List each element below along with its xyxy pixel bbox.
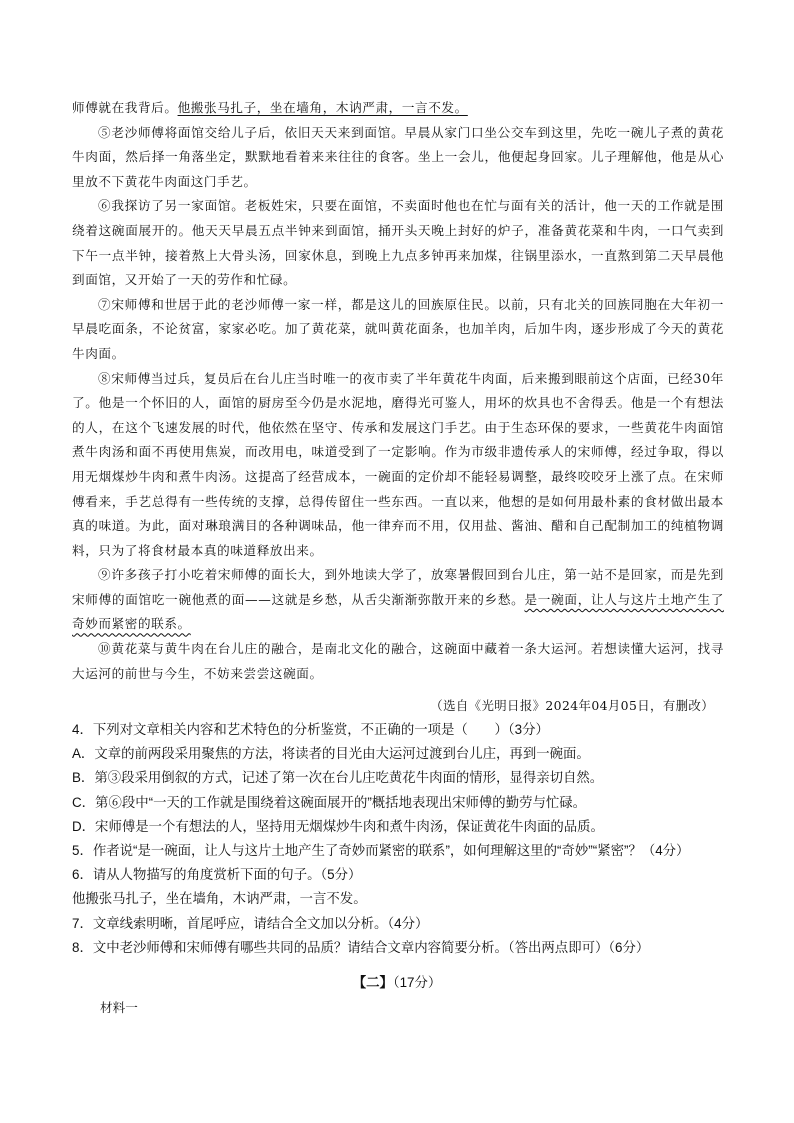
source-citation: （选自《光明日报》2024年04月05日，有删改） <box>430 698 714 713</box>
paragraph-7: ⑦宋师傅和世居于此的老沙师傅一家一样，都是这儿的回族原住民。以前，只有北关的回族同胞在大年初一早晨吃面条，不论贫富，家家必吃。加了黄花菜，就叫黄花面条，也加羊肉，后加牛肉，逐步形成了今天的黄花牛肉面。 <box>72 296 724 361</box>
paragraph-8: ⑧宋师傅当过兵，复员后在台儿庄当时唯一的夜市卖了半年黄花牛肉面，后来搬到眼前这个店面，已经30年了。他是一个怀旧的人，面馆的厨房至今仍是水泥地，磨得光可鉴人，用坏的炊具也不舍得丢。他是一个有想法的人，在这个飞速发展的时代，他依然在坚守、传承和发展这门手艺。由于生态环保的要求，一些黄花牛肉面馆煮牛肉汤和面不再使用焦炭，而改用电，味道受到了一定影响。作为市级非遗传承人的宋师傅，经过争取，得以用无烟煤炒牛肉和煮牛肉汤。这提高了经营成本，一碗面的定价却不能轻易调整，最终咬咬牙上涨了点。在宋师傅看来，手艺总得有一些传统的支撑，总得传留住一些东西。一直以来，他想的是如何用最朴素的食材做出最本真的味道。为此，面对琳琅满目的各种调味品，他一律弃而不用，仅用盐、酱油、醋和自己配制加工的纯植物调料，只为了将食材最本真的味道释放出来。 <box>72 370 724 558</box>
paragraph-9 <box>72 563 724 637</box>
question-4-option-a: A．文章的前两段采用聚焦的方法，将读者的目光由大运河过渡到台儿庄，再到一碗面。 <box>72 746 590 762</box>
question-4-option-b: B．第③段采用倒叙的方式，记述了第一次在台儿庄吃黄花牛肉面的情形，显得亲切自然。 <box>72 770 604 786</box>
paragraph-9-text: ⑨许多孩子打小吃着宋师傅的面长大，到外地读大学了，放寒暑假回到台儿庄，第一站不是回家，而是先到宋师傅的面馆吃一碗他煮的面——这就是乡愁，从舌尖渐渐弥散开来的乡愁。 <box>72 567 724 607</box>
question-6-quote: 他搬张马扎子，坐在墙角，木讷严肃，一言不发。 <box>72 891 367 907</box>
section-label: 【二】 <box>352 975 393 990</box>
paragraph-5: ⑤老沙师傅将面馆交给儿子后，依旧天天来到面馆。早晨从家门口坐公交车到这里，先吃一碗儿子煮的黄花牛肉面，然后择一角落坐定，默默地看着来来往往的食客。坐上一会儿，他便起身回家。儿子理解他，他是从心里放不下黄花牛肉面这门手艺。 <box>72 124 724 189</box>
passage-line-continued <box>72 96 724 121</box>
reading-passage <box>72 96 724 686</box>
question-4-option-d: D．宋师傅是一个有想法的人，坚持用无烟煤炒牛肉和煮牛肉汤，保证黄花牛肉面的品质。 <box>72 818 604 834</box>
paragraph-6: ⑥我探访了另一家面馆。老板姓宋，只要在面馆，不卖面时他也在忙与面有关的活计，他一天的工作就是围绕着这碗面展开的。他天天早晨五点半钟来到面馆，捅开头天晚上封好的炉子，准备黄花菜和牛肉，一口气卖到下午一点半钟，接着熬上大骨头汤，回家休息，到晚上九点多钟再来加煤，往锅里添水，一直熬到第二天早晨他到面馆，又开始了一天的劳作和忙碌。 <box>72 198 724 288</box>
question-7: 7．文章线索明晰，首尾呼应，请结合全文加以分析。（4分） <box>72 915 429 931</box>
question-4-option-c: C．第⑥段中“一天的工作就是围绕着这碗面展开的”概括地表现出宋师傅的勤劳与忙碌。 <box>72 794 587 810</box>
question-4: 4．下列对文章相关内容和艺术特色的分析鉴赏，不正确的一项是（ ）（3分） <box>72 722 549 737</box>
section-score: （17分） <box>392 975 442 990</box>
section-heading <box>0 972 794 991</box>
paragraph-10: ⑩黄花菜与黄牛肉在台儿庄的融合，是南北文化的融合，这碗面中藏着一条大运河。若想读懂大运河，找寻大运河的前世与今生，不妨来尝尝这碗面。 <box>72 641 724 681</box>
material-label: 材料一 <box>100 1000 138 1015</box>
underlined-sentence: 他搬张马扎子，坐在墙角，木讷严肃，一言不发。 <box>177 100 468 115</box>
question-5: 5．作者说“是一碗面，让人与这片土地产生了奇妙而紧密的联系”，如何理解这里的“奇妙”“紧密”？（4分） <box>72 843 690 859</box>
line-lead: 师傅就在我背后。 <box>72 100 178 115</box>
question-6: 6．请从人物描写的角度赏析下面的句子。（5分） <box>72 867 362 883</box>
questions-block <box>72 718 732 960</box>
question-8: 8．文中老沙师傅和宋师傅有哪些共同的品质？请结合文章内容简要分析。（答出两点即可）（6分） <box>72 939 650 955</box>
wavy-underlined-sentence: 是一碗面，让人与这片土地产生了奇妙而紧密的联系。 <box>72 591 724 632</box>
